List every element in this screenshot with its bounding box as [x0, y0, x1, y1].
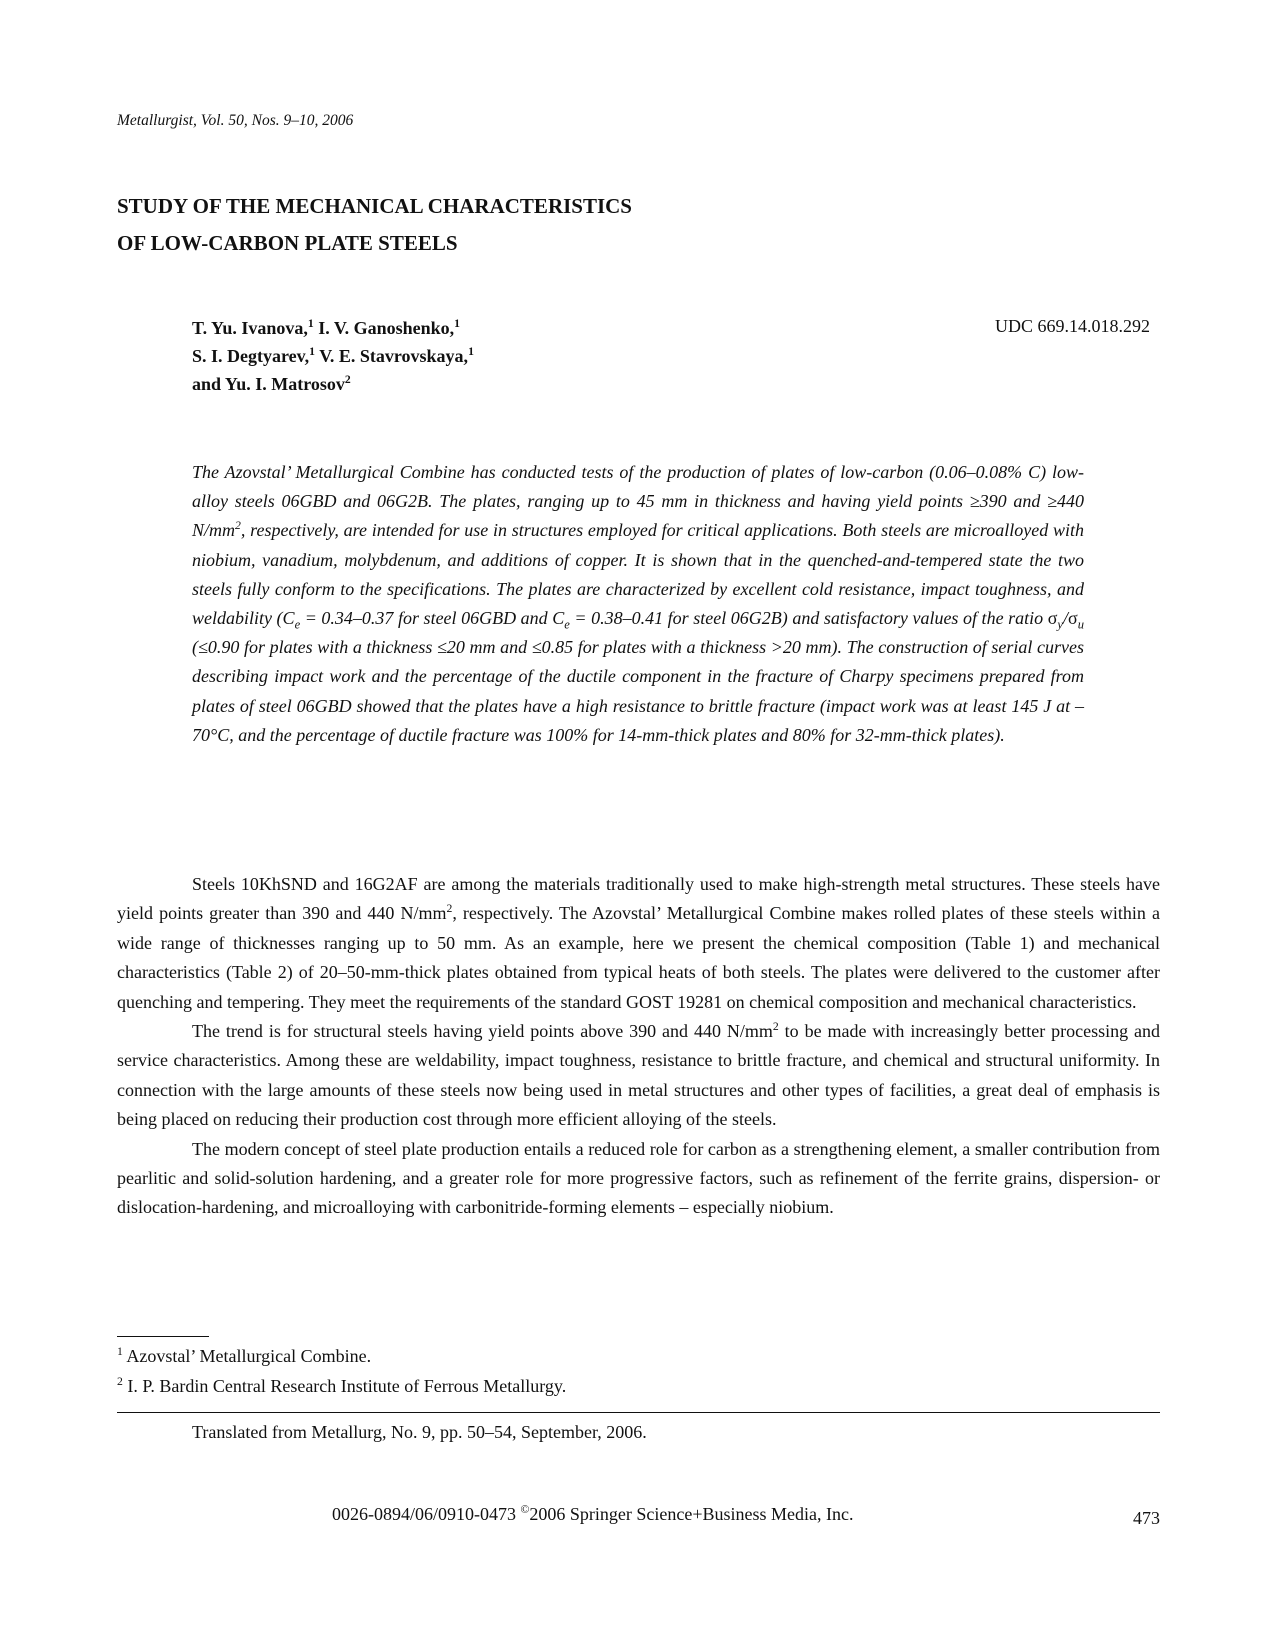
- copyright-text: 2006 Springer Science+Business Media, Inc.: [529, 1504, 854, 1524]
- footnote-text: Azovstal’ Metallurgical Combine.: [122, 1346, 372, 1366]
- horizontal-rule: [117, 1412, 1160, 1413]
- affiliation-mark: 1: [468, 345, 474, 358]
- body-paragraph-1: [117, 870, 1160, 1017]
- body-text: [117, 870, 1160, 1223]
- footnote-2: [117, 1371, 566, 1401]
- abstract-text: = 0.34–0.37 for steel 06GBD and C: [300, 608, 565, 629]
- body-paragraph-3: The modern concept of steel plate production entails a reduced role for carbon as a strengthening element, a smaller contribution from pearlitic and solid-solution hardening, and a greater role for more progressive factors, such as refinement of the ferrite grains, dispersion- or dislocation-hardening, and microalloying with carbonitride-forming elements – especially niobium.: [117, 1138, 1160, 1218]
- title-line-1: STUDY OF THE MECHANICAL CHARACTERISTICS: [117, 194, 632, 218]
- author-name: V. E. Stavrovskaya,: [315, 346, 469, 366]
- copyright-icon: ©: [520, 1503, 530, 1516]
- subscript: e: [564, 617, 570, 632]
- footnote-mark: 2: [117, 1375, 123, 1388]
- author-line-2: [192, 342, 474, 370]
- body-paragraph-2: [117, 1017, 1160, 1135]
- slash: /: [1062, 608, 1068, 629]
- sigma-symbol: σ: [1068, 608, 1078, 629]
- subscript: y: [1057, 617, 1063, 632]
- journal-citation: Metallurgist, Vol. 50, Nos. 9–10, 2006: [117, 112, 354, 129]
- author-line-1: [192, 314, 474, 342]
- abstract-text: (≤0.90 for plates with a thickness ≤20 mm and ≤0.85 for plates with a thickness >20 mm). The construction of serial curves describing impact work and the percentage of the ductile component in the fracture of Charpy specimens prepared from plates of steel 06GBD showed that the plates have a high resistance to brittle fracture (impact work was at least 145 J at –70°C, and the percentage of ductile fracture was 100% for 14-mm-thick plates and 80% for 32-mm-thick plates).: [192, 637, 1084, 745]
- footnote-text: I. P. Bardin Central Research Institute of Ferrous Metallurgy.: [122, 1376, 567, 1396]
- footnote-separator: [117, 1336, 209, 1337]
- page-number: 473: [1133, 1508, 1160, 1528]
- superscript: 2: [446, 902, 453, 916]
- abstract-text: The Azovstal’ Metallurgical Combine has conducted tests of the production of plates of low-carbon (0.06–0.08% C) low-alloy steels 06GBD and 06G2B. The plates, ranging up to 45 mm in thickness and having yield points ≥390 and ≥440 N/mm: [192, 462, 1084, 541]
- copyright-line: [332, 1504, 853, 1525]
- author-list: [192, 314, 474, 398]
- footnotes: [117, 1341, 566, 1401]
- paragraph-text: , respectively. The Azovstal’ Metallurgical Combine makes rolled plates of these steels within a wide range of thicknesses ranging up to 50 mm. As an example, here we present the chemical composition (Table 1) and mechanical characteristics (Table 2) of 20–50-mm-thick plates obtained from typical heats of both steels. The plates were delivered to the customer after quenching and tempering. They meet the requirements of the standard GOST 19281 on chemical composition and mechanical characteristics.: [117, 903, 1160, 1012]
- affiliation-mark: 1: [307, 317, 314, 330]
- paragraph-text: Steels 10KhSND and 16G2AF are among the materials traditionally used to make high-strength metal structures. These steels have yield points greater than 390 and 440 N/mm: [117, 874, 1160, 924]
- affiliation-mark: 2: [344, 373, 351, 386]
- author-name: and Yu. I. Matrosov: [192, 374, 345, 394]
- article-title: [117, 188, 632, 262]
- author-name: S. I. Degtyarev,: [192, 346, 310, 366]
- author-name: T. Yu. Ivanova,: [192, 318, 308, 338]
- footnote-1: [117, 1341, 566, 1371]
- superscript: 2: [772, 1020, 779, 1034]
- sigma-symbol: σ: [1047, 608, 1058, 629]
- author-name: I. V. Ganoshenko,: [313, 318, 455, 338]
- author-line-3: [192, 370, 474, 398]
- translation-note: Translated from Metallurg, No. 9, pp. 50–54, September, 2006.: [192, 1422, 647, 1442]
- abstract: [192, 458, 1084, 750]
- title-line-2: OF LOW-CARBON PLATE STEELS: [117, 231, 458, 255]
- doc-code: 0026-0894/06/0910-0473: [332, 1504, 521, 1524]
- subscript: e: [294, 617, 301, 632]
- abstract-text: , respectively, are intended for use in structures employed for critical applications. Both steels are microalloyed with niobium, vanadium, molybdenum, and additions of copper. It is shown that in the quenched-and-tempered state the two steels fully conform to the specifications. The plates are characterized by excellent cold resistance, impact toughness, and weldability (C: [192, 520, 1084, 629]
- superscript: 2: [235, 519, 241, 533]
- footnote-mark: 1: [117, 1345, 123, 1358]
- subscript: u: [1077, 617, 1084, 632]
- paragraph-text: to be made with increasingly better processing and service characteristics. Among these are weldability, impact toughness, resistance to brittle fracture, and chemical and structural uniformity. In connection with the large amounts of these steels now being used in metal structures and other types of facilities, a great deal of emphasis is being placed on reducing their production cost through more efficient alloying of the steels.: [117, 1021, 1161, 1130]
- udc-code: UDC 669.14.018.292: [994, 316, 1150, 336]
- affiliation-mark: 1: [454, 317, 460, 330]
- paragraph-text: The trend is for structural steels having yield points above 390 and 440 N/mm: [192, 1021, 773, 1042]
- abstract-text: = 0.38–0.41 for steel 06G2B) and satisfactory values of the ratio: [569, 608, 1048, 629]
- affiliation-mark: 1: [309, 345, 316, 358]
